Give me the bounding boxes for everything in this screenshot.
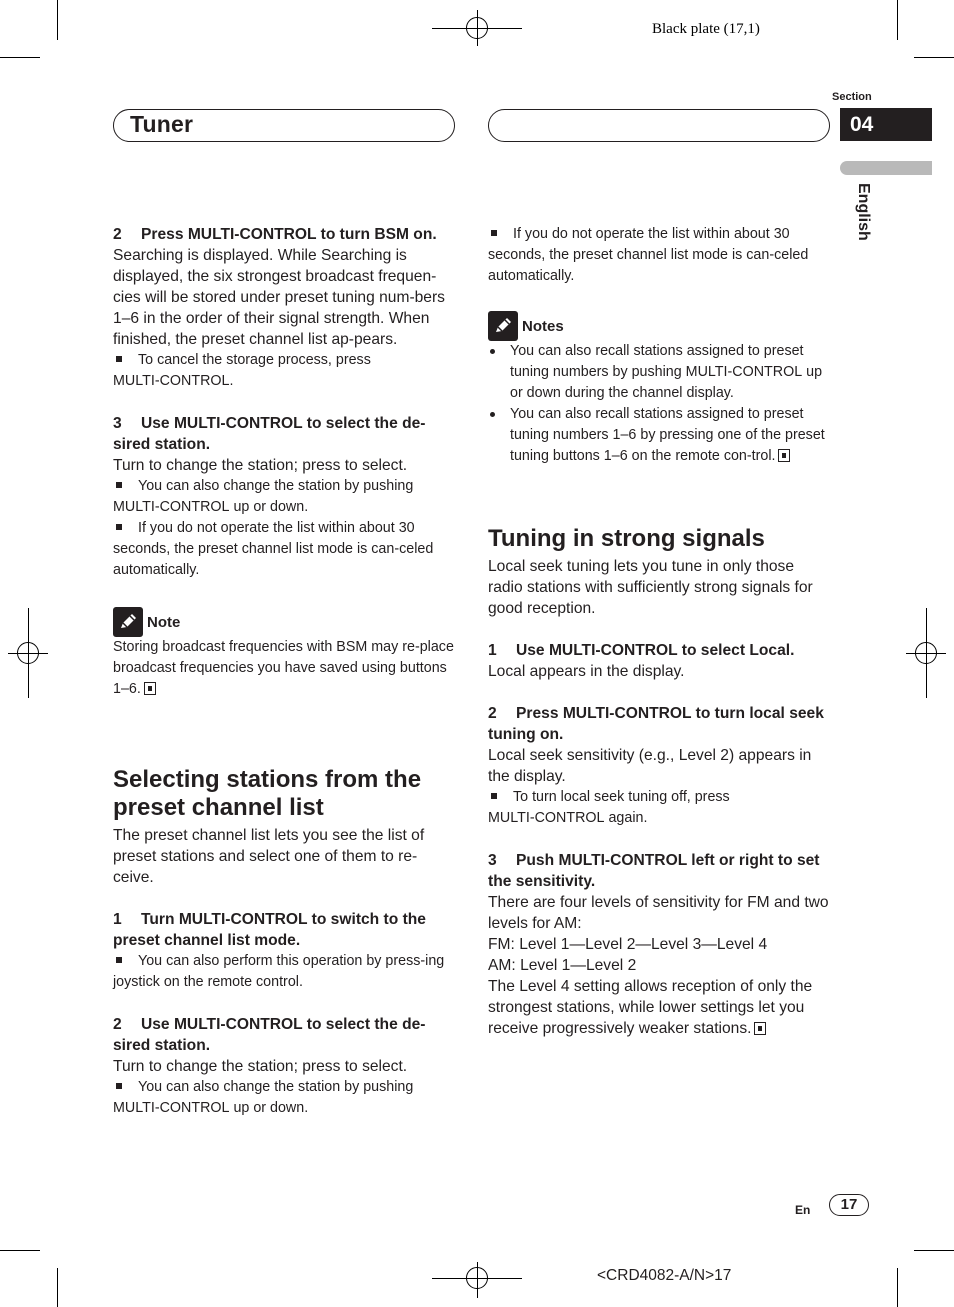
notes-heading: Notes — [488, 311, 830, 341]
registration-circle — [466, 1267, 488, 1289]
step-body: Turn to change the station; press to select. — [113, 1058, 408, 1075]
bullet-item: To cancel the storage process, press MULTI-CONTROL. — [113, 352, 371, 389]
crop-mark — [914, 57, 954, 58]
step-heading: 3 Use MULTI-CONTROL to select the de-sired station. — [113, 415, 426, 453]
note-item: You can also recall stations assigned to preset tuning numbers 1–6 by pressing one of the preset tuning buttons 1–6 on the remote con-trol. — [488, 404, 830, 467]
crop-mark — [897, 0, 898, 40]
end-mark-icon — [778, 449, 790, 462]
chapter-title: Tuner — [130, 111, 194, 137]
bullet-dot-icon — [490, 412, 495, 417]
registration-circle — [466, 17, 488, 39]
step-heading: 2 Press MULTI-CONTROL to turn local seek tuning on. — [488, 705, 824, 743]
pencil-icon — [113, 607, 143, 637]
pencil-icon — [488, 311, 518, 341]
bullet-square-icon — [116, 482, 122, 488]
crop-mark — [57, 1268, 58, 1307]
bullet-square-icon — [116, 1083, 122, 1089]
bullet-item: You can also change the station by pushing MULTI-CONTROL up or down. — [113, 1079, 414, 1116]
note-text: Storing broadcast frequencies with BSM may re-place broadcast frequencies you have saved using buttons 1–6. — [113, 639, 454, 697]
section-intro: Local seek tuning lets you tune in only those radio stations with sufficiently strong signals for good reception. — [488, 558, 813, 617]
note-heading: Note — [113, 607, 455, 637]
step-heading: 1 Turn MULTI-CONTROL to switch to the preset channel list mode. — [113, 911, 426, 949]
bullet-square-icon — [491, 793, 497, 799]
crop-mark — [57, 0, 58, 40]
step-body: Local seek sensitivity (e.g., Level 2) appears in the display. — [488, 747, 812, 785]
crop-mark — [897, 1268, 898, 1307]
registration-circle — [915, 642, 937, 664]
section-intro: The preset channel list lets you see the list of preset stations and select one of them to re-ceive. — [113, 827, 425, 886]
step-heading: 3 Push MULTI-CONTROL left or right to set the sensitivity. — [488, 852, 820, 890]
level4-description: The Level 4 setting allows reception of only the strongest stations, while lower settings let you receive progressively weaker stations. — [488, 978, 813, 1037]
bullet-square-icon — [116, 957, 122, 963]
page-language: En — [795, 1203, 811, 1217]
step-body: Local appears in the display. — [488, 663, 685, 680]
step-heading: 1 Use MULTI-CONTROL to select Local. — [488, 642, 795, 659]
bullet-item: You can also perform this operation by press-ing joystick on the remote control. — [113, 953, 445, 990]
step-body: Turn to change the station; press to select. — [113, 457, 408, 474]
chapter-header-box-right — [488, 109, 830, 142]
am-levels: AM: Level 1—Level 2 — [488, 957, 637, 974]
bullet-item: If you do not operate the list within about 30 seconds, the preset channel list mode is can-celed automatically. — [488, 226, 809, 284]
bullet-item: To turn local seek tuning off, press MULTI-CONTROL again. — [488, 789, 730, 826]
section-title: Selecting stations from the preset channel list — [113, 766, 422, 821]
crop-mark — [0, 57, 40, 58]
document-code: <CRD4082-A/N>17 — [597, 1267, 732, 1284]
note-item: You can also recall stations assigned to preset tuning numbers by pushing MULTI-CONTROL up or down during the channel display. — [488, 341, 830, 404]
end-mark-icon — [144, 682, 156, 695]
plate-label: Black plate (17,1) — [652, 21, 760, 37]
step-heading: 2 Use MULTI-CONTROL to select the de-sired station. — [113, 1016, 426, 1054]
left-column — [113, 224, 455, 1119]
bullet-square-icon — [116, 356, 122, 362]
page-number: 17 — [829, 1194, 869, 1216]
end-mark-icon — [754, 1022, 766, 1035]
crop-mark — [0, 1250, 40, 1251]
crop-mark — [914, 1250, 954, 1251]
step-body: Searching is displayed. While Searching is displayed, the six strongest broadcast frequen-cies will be stored under preset tuning num-bers 1–6 in the order of their signal strength. When finished, the preset channel list ap-pears. — [113, 247, 445, 348]
language-tab — [840, 161, 932, 175]
bullet-square-icon — [116, 524, 122, 530]
bullet-item: You can also change the station by pushing MULTI-CONTROL up or down. — [113, 478, 414, 515]
step-body: There are four levels of sensitivity for FM and two levels for AM: — [488, 894, 829, 932]
section-label: Section — [832, 91, 872, 103]
bullet-dot-icon — [490, 349, 495, 354]
section-title: Tuning in strong signals — [488, 525, 765, 552]
chapter-header-box — [113, 109, 455, 142]
language-label: English — [855, 183, 872, 241]
bullet-item: If you do not operate the list within about 30 seconds, the preset channel list mode is can-celed automatically. — [113, 520, 434, 578]
section-number: 04 — [840, 108, 932, 141]
registration-circle — [17, 642, 39, 664]
bullet-square-icon — [491, 230, 497, 236]
step-heading: 2 Press MULTI-CONTROL to turn BSM on. — [113, 226, 437, 243]
fm-levels: FM: Level 1—Level 2—Level 3—Level 4 — [488, 936, 768, 953]
right-column — [488, 224, 830, 1039]
